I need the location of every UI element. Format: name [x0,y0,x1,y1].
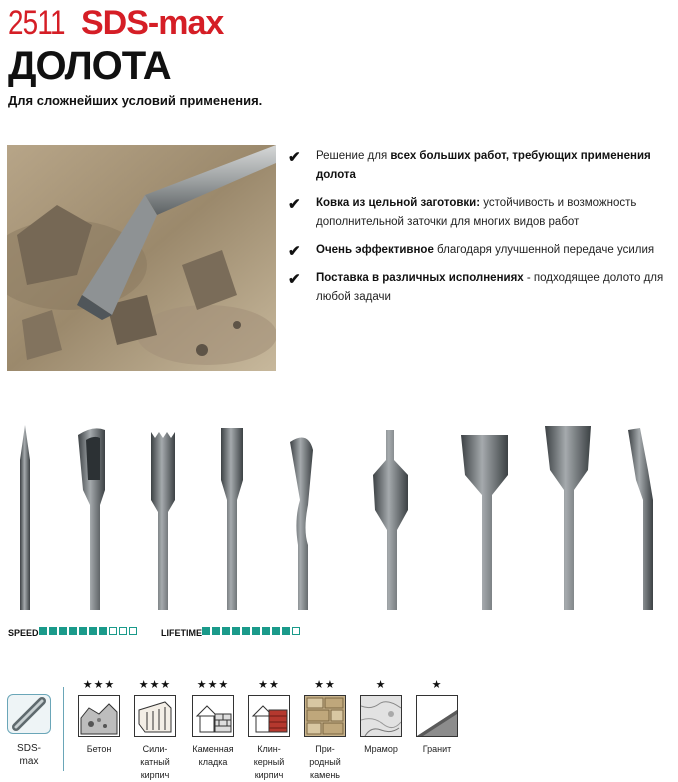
rating-box-empty [109,627,117,635]
rating-box-filled [282,627,290,635]
sds-max-shank-icon [7,694,51,734]
checkmark-icon: ✔ [288,196,301,213]
material-name: Клин- керный кирпич [253,744,285,780]
material-masonry [190,677,236,769]
product-number: 2511 [8,4,65,42]
page-subtitle: Для сложнейших условий применения. [8,93,263,108]
granite-icon [416,695,458,737]
feature-list [288,147,668,316]
material-stars: ★ [375,679,387,691]
rating-box-empty [129,627,137,635]
checkmark-icon: ✔ [288,243,301,260]
clinker-brick-icon [248,695,290,737]
rating-box-filled [69,627,77,635]
product-photo [7,145,276,371]
feature-item: ✔ Решение для всех больших работ, требующих применения долота [288,149,651,181]
material-stars: ★★ [314,679,336,691]
material-name: Каменная кладка [192,744,234,767]
material-granite [414,677,460,756]
page-title: ДОЛОТА [8,44,171,88]
bush-chisel [151,432,175,610]
flat-chisel [221,428,243,610]
rating-box-filled [222,627,230,635]
marble-icon [360,695,402,737]
material-stars: ★★ [258,679,280,691]
checkmark-icon: ✔ [288,149,301,166]
lifetime-rating [202,627,300,635]
rating-box-filled [49,627,57,635]
material-name: Гранит [422,744,452,754]
rating-box-filled [89,627,97,635]
rating-box-filled [212,627,220,635]
rating-box-filled [262,627,270,635]
material-clinker-brick [246,677,292,782]
spade-chisel [461,435,508,610]
rating-box-filled [59,627,67,635]
divider [63,687,64,771]
rating-box-filled [232,627,240,635]
rating-box-filled [39,627,47,635]
material-name: Бетон [86,744,112,754]
lifetime-label: LIFETIME [161,628,202,638]
tile-chisel [628,428,653,610]
rating-box-filled [99,627,107,635]
material-concrete [76,677,122,756]
material-stars: ★ [431,679,443,691]
silicate-brick-icon [134,695,176,737]
rating-box-empty [292,627,300,635]
natural-stone-icon [304,695,346,737]
gouge-chisel [78,428,105,610]
material-stars: ★★★ [82,679,116,691]
material-marble [358,677,404,756]
title-line-1 [8,4,224,42]
speed-rating [39,627,137,635]
feature-item: ✔ Очень эффективное благодаря улучшенной передаче усилия [288,243,655,260]
cranked-chisel [290,438,313,611]
wide-chisel [545,426,591,610]
product-system: SDS-max [81,4,224,42]
checkmark-icon: ✔ [288,271,301,288]
speed-label: SPEED [8,628,39,638]
sds-max-label: SDS- max [17,743,41,767]
chisel-lineup [8,420,670,615]
rating-box-filled [242,627,250,635]
rating-box-filled [252,627,260,635]
material-stars: ★★★ [196,679,230,691]
material-stars: ★★★ [138,679,172,691]
pointed-chisel [20,425,30,610]
material-name: При- родный камень [309,744,341,780]
material-silicate-brick [132,677,178,782]
concrete-icon [78,695,120,737]
material-natural-stone [302,677,348,782]
chisel-in-sand-photo [7,145,276,371]
rating-box-filled [79,627,87,635]
rating-box-filled [272,627,280,635]
channel-chisel [373,430,408,610]
rating-box-empty [119,627,127,635]
rating-box-filled [202,627,210,635]
material-name: Мрамор [364,744,398,754]
masonry-icon [192,695,234,737]
feature-item: ✔ Поставка в различных исполнениях - подходящее долото для любой задачи [288,271,664,303]
feature-item: ✔ Ковка из цельной заготовки: устойчивость и возможность дополнительной заточки для многих видов работ [288,196,637,228]
material-name: Сили- катный кирпич [140,744,170,780]
